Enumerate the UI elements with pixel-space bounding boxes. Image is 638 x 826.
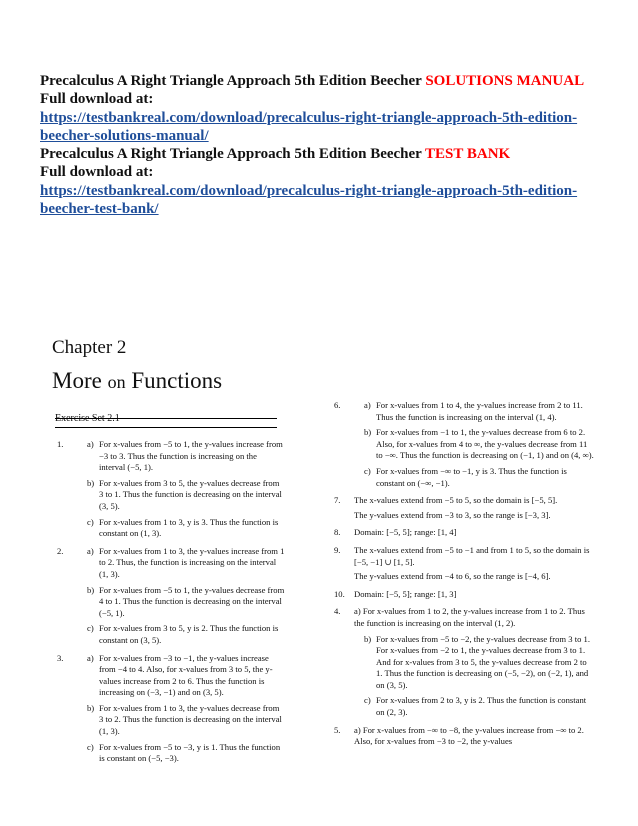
exercise-part-text: For x-values from 1 to 3, the y-values increase from 1 to 2. Thus, the function is increasing on the interval (1, 3). <box>99 545 285 579</box>
exercise-part-letter: c) <box>87 741 94 752</box>
exercise-part-text: For x-values from −5 to 1, the y-values decrease from 4 to 1. Thus the function is decreasing on the interval (−5, 1). <box>99 584 285 618</box>
exercise-part-text: For x-values from 1 to 4, the y-values increase from 2 to 11. Thus the function is increasing on the interval (1, 4). <box>376 400 583 422</box>
exercise-part <box>77 742 285 765</box>
exercise-part-text: For x-values from −5 to −2, the y-values decrease from 3 to 1. For x-values from −2 to 1, the y-values decrease from 3 to 1. And for x-values from 3 to 5, the y-values decrease from 2 to 1. Thus the function is decreasing on (−5, −2), on (−2, 1), and on (3, 5). <box>376 633 590 690</box>
right-exercise-5 <box>330 606 595 718</box>
exercise-number: 6. <box>334 400 341 410</box>
exercise-part-text: For x-values from 1 to 3, the y-values decrease from 3 to 2. Thus the function is decreasing on the interval (1, 3). <box>99 702 282 737</box>
exercise-part-letter: b) <box>87 702 95 713</box>
exercise-part-letter: b) <box>364 427 372 438</box>
left-column <box>53 435 285 771</box>
exercise-number: 7. <box>334 495 341 506</box>
exercise-part-letter: a) <box>87 439 94 449</box>
download-header <box>40 72 600 218</box>
exercise-part-letter: a) <box>87 652 94 663</box>
exercise-text: The x-values extend from −5 to 5, so the domain is [−5, 5]. <box>354 495 558 506</box>
exercise-part-letter: b) <box>364 633 372 644</box>
exercise-part <box>77 478 285 513</box>
exercise-part-text: For x-values from −5 to −3, y is 1. Thus the function is constant on (−5, −3). <box>99 741 281 764</box>
solutions-manual-title: Precalculus A Right Triangle Approach 5th Edition Beecher SOLUTIONS MANUAL <box>40 73 585 89</box>
exercise-part-letter: c) <box>364 465 371 476</box>
exercise-part <box>354 634 595 692</box>
left-exercise-0 <box>53 439 285 540</box>
exercise-part <box>77 517 285 540</box>
exercise-number: 2. <box>57 545 64 556</box>
test-bank-title: Precalculus A Right Triangle Approach 5th Edition Beecher TEST BANK <box>40 146 511 163</box>
exercise-extra-text: The y-values extend from −4 to 6, so the range is [−4, 6]. <box>354 571 551 582</box>
download-label: Full download at: <box>40 91 154 108</box>
exercise-part-text: For x-values from 1 to 3, y is 3. Thus the function is constant on (1, 3). <box>99 516 279 539</box>
exercise-part-letter: a) <box>87 545 94 556</box>
exercise-part-text: For x-values from −3 to −1, the y-values increase from −4 to 4. Also, for x-values from 3 to 5, the y-values increase from 2 to 6. Thus the function is increasing on (−3, −1) and on (3, 5). <box>99 652 273 698</box>
right-exercise-4 <box>330 589 595 601</box>
exercise-part-letter: b) <box>87 584 95 595</box>
exercise-part <box>77 439 285 474</box>
solutions-manual-label: SOLUTIONS MANUAL <box>425 73 585 89</box>
exercise-part <box>354 400 595 423</box>
right-exercise-6 <box>330 725 595 748</box>
test-bank-link[interactable]: https://testbankreal.com/download/precalculus-right-triangle-approach-5th-edition-beecher-test-bank/ <box>40 182 578 218</box>
exercise-part <box>77 546 285 581</box>
exercise-part <box>354 466 595 489</box>
exercise-number: 9. <box>334 544 341 555</box>
exercise-part-letter: a) <box>364 400 371 410</box>
exercise-text: Domain: [−5, 5]; range: [1, 3] <box>354 588 457 599</box>
heading-rule-top <box>55 418 277 419</box>
solutions-manual-link[interactable]: https://testbankreal.com/download/precalculus-right-triangle-approach-5th-edition-beecher-solutions-manual/ <box>40 109 578 144</box>
exercise-part <box>77 623 285 646</box>
exercise-number: 1. <box>57 439 64 449</box>
exercise-part-text: For x-values from −5 to 1, the y-values increase from −3 to 3. Thus the function is increasing on the interval (−5, 1). <box>99 439 283 473</box>
right-exercise-3 <box>330 545 595 583</box>
exercise-part <box>77 653 285 699</box>
exercise-extra-text: The y-values extend from −3 to 3, so the range is [−3, 3]. <box>354 509 551 520</box>
exercise-number: 8. <box>334 527 341 538</box>
exercise-part-text: For x-values from 3 to 5, the y-values decrease from 3 to 1. Thus the function is decreasing on the interval (3, 5). <box>99 477 282 511</box>
exercise-part <box>77 585 285 620</box>
right-column <box>330 396 595 754</box>
exercise-part-text: For x-values from −∞ to −1, y is 3. Thus the function is constant on (−∞, −1). <box>376 465 567 488</box>
exercise-part-text: For x-values from 3 to 5, y is 2. Thus the function is constant on (3, 5). <box>99 623 279 645</box>
left-exercise-1 <box>53 546 285 647</box>
exercise-part-text: For x-values from −1 to 1, the y-values decrease from 6 to 2. Also, for x-values from 4 to ∞, the y-values decrease from 11 to −∞. Thus the function is decreasing on (−1, 1) and on (4, ∞). <box>376 427 594 461</box>
exercise-part-letter: c) <box>87 623 94 634</box>
exercise-number: 4. <box>334 606 341 617</box>
chapter-title: More on Functions <box>52 368 223 393</box>
exercise-number: 3. <box>57 652 64 663</box>
heading-rule-bottom <box>55 427 277 428</box>
chapter-label: Chapter 2 <box>52 337 127 358</box>
right-exercise-0 <box>330 400 595 489</box>
exercise-part <box>354 427 595 462</box>
exercise-number: 5. <box>334 724 341 735</box>
exercise-part <box>354 695 595 718</box>
left-exercise-2 <box>53 653 285 765</box>
exercise-text: Domain: [−5, 5]; range: [1, 4] <box>354 527 457 538</box>
right-exercise-1 <box>330 495 595 521</box>
exercise-part-text: For x-values from 2 to 3, y is 2. Thus the function is constant on (2, 3). <box>376 695 587 718</box>
exercise-number: 10. <box>334 588 345 599</box>
exercise-part <box>77 703 285 738</box>
exercise-text: a) For x-values from 1 to 2, the y-values increase from 1 to 2. Thus the function is increasing on the interval (1, 2). <box>354 606 585 628</box>
exercise-part-letter: c) <box>364 695 371 706</box>
exercise-text: a) For x-values from −∞ to −8, the y-values increase from −∞ to 2. Also, for x-values from −3 to −2, the y-values <box>354 724 584 747</box>
test-bank-label: TEST BANK <box>425 146 511 163</box>
download-label-2: Full download at: <box>40 164 154 181</box>
exercise-part-letter: b) <box>87 477 95 488</box>
exercise-text: The x-values extend from −5 to −1 and from 1 to 5, so the domain is [−5, −1] ∪ [1, 5]. <box>354 544 590 567</box>
right-exercise-2 <box>330 527 595 539</box>
exercise-part-letter: c) <box>87 516 94 527</box>
